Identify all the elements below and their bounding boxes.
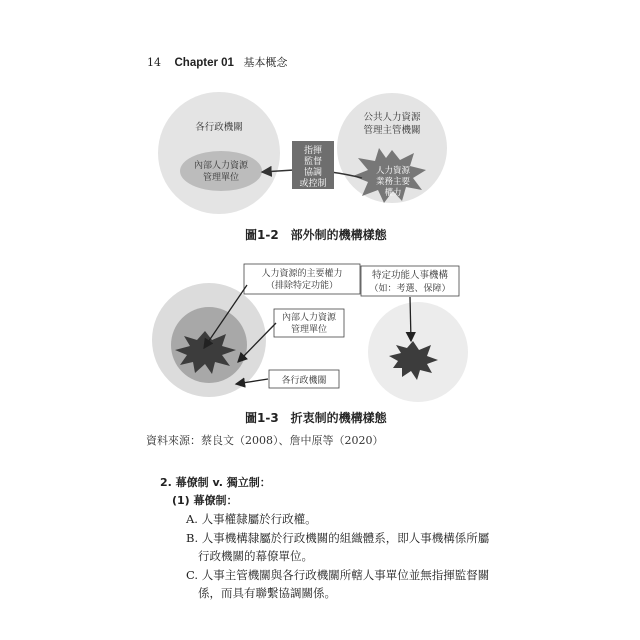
page-number: 14: [147, 56, 161, 69]
figure-1-3-caption: 圖1-3 折衷制的機構樣態: [245, 411, 387, 425]
item-c-line-2: 係，而具有聯繫協調關係。: [198, 586, 336, 600]
item-b-line-1: B. 人事機構隸屬於行政機關的組織體系，即人事機構係所屬: [186, 531, 490, 545]
internal-hr-label-2: 管理單位: [202, 173, 240, 183]
source-note: 資料來源：蔡良文（2008）、詹中原等（2020）: [146, 434, 384, 447]
hr-power-label-2: 業務主要: [375, 177, 411, 187]
item-c-line-1: C. 人事主管機關與各行政機關所轄人事單位並無指揮監督關: [186, 568, 490, 582]
item-b-line-2: 行政機關的幕僚單位。: [198, 549, 313, 563]
hr-power-label-1: 人力資源: [375, 166, 411, 176]
internal-hr-label-1: 內部人力資源: [193, 161, 249, 171]
internal-hr-callout-line-2: 管理單位: [290, 325, 328, 335]
command-box-line-4: 或控制: [299, 179, 327, 189]
chapter-label: Chapter 01: [174, 57, 234, 69]
figure-1-2-caption: 圖1-2 部外制的機構樣態: [245, 228, 387, 242]
main-power-callout-line-2: （排除特定功能）: [265, 281, 339, 291]
hr-authority-label-2: 管理主管機關: [363, 125, 421, 136]
hr-power-label-3: 權力: [384, 188, 402, 198]
admin-agency-label: 各行政機關: [195, 122, 243, 133]
item-a: A. 人事權隸屬於行政權。: [186, 512, 317, 526]
section-heading: 2. 幕僚制 v. 獨立制：: [160, 476, 271, 489]
command-box-line-3: 協調: [303, 168, 323, 178]
main-power-callout-line-1: 人力資源的主要權力: [261, 269, 343, 279]
hr-authority-label-1: 公共人力資源: [363, 112, 421, 123]
internal-hr-callout-line-1: 內部人力資源: [281, 313, 337, 323]
command-box-line-2: 監督: [303, 157, 323, 167]
command-box-line-1: 指揮: [303, 146, 323, 156]
special-agency-callout-line-1: 特定功能人事機構: [371, 270, 449, 281]
chapter-title: 基本概念: [243, 56, 288, 69]
subsection-heading: (1) 幕僚制：: [172, 494, 238, 507]
admin-agency-callout-text: 各行政機關: [281, 376, 327, 386]
special-agency-callout-line-2: （如：考選、保障）: [369, 284, 451, 294]
